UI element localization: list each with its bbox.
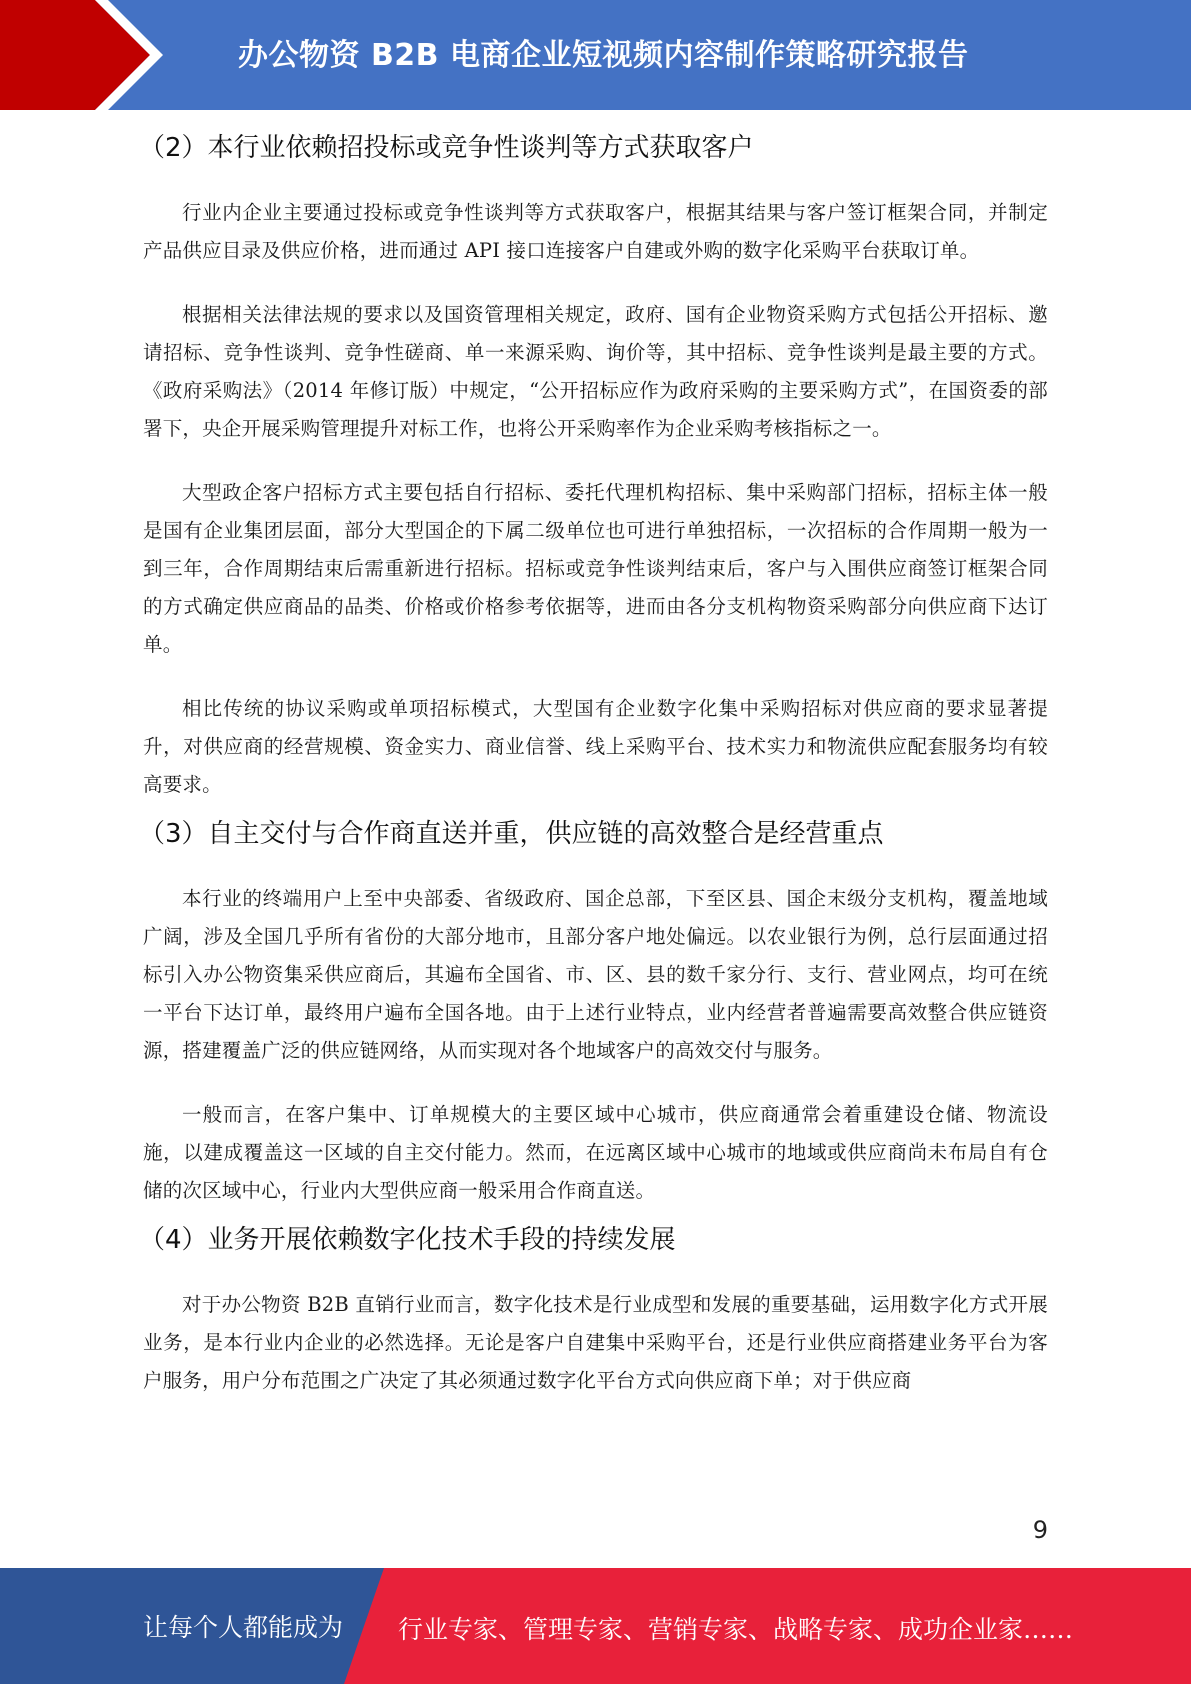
footer-slogan-right: 行业专家、管理专家、营销专家、战略专家、成功企业家…… <box>398 1615 1074 1644</box>
section-2 <box>139 128 1048 804</box>
section-heading: （2）本行业依赖招投标或竞争性谈判等方式获取客户 <box>139 133 754 163</box>
paragraph: 根据相关法律法规的要求以及国资管理相关规定，政府、国有企业物资采购方式包括公开招标、邀请招标、竞争性谈判、竞争性磋商、单一来源采购、询价等，其中招标、竞争性谈判是最主要的方式。《政府采购法》（2014 年修订版）中规定，“公开招标应作为政府采购的主要采购方式”，在国资委的部署下，央企开展采购管理提升对标工作，也将公开采购率作为企业采购考核指标之一。 <box>143 303 1048 440</box>
section-heading: （4）业务开展依赖数字化技术手段的持续发展 <box>139 1225 676 1255</box>
paragraph: 行业内企业主要通过投标或竞争性谈判等方式获取客户，根据其结果与客户签订框架合同，并制定产品供应目录及供应价格，进而通过 API 接口连接客户自建或外购的数字化采购平台获取订单。 <box>143 201 1048 262</box>
report-title: 办公物资 B2B 电商企业短视频内容制作策略研究报告 <box>238 38 969 73</box>
section-3 <box>139 814 1048 1210</box>
document-body <box>139 128 1048 1426</box>
paragraph: 相比传统的协议采购或单项招标模式，大型国有企业数字化集中采购招标对供应商的要求显著提升，对供应商的经营规模、资金实力、商业信誉、线上采购平台、技术实力和物流供应配套服务均有较高要求。 <box>143 697 1048 796</box>
paragraph: 一般而言，在客户集中、订单规模大的主要区域中心城市，供应商通常会着重建设仓储、物流设施，以建成覆盖这一区域的自主交付能力。然而，在远离区域中心城市的地域或供应商尚未布局自有仓储的次区域中心，行业内大型供应商一般采用合作商直送。 <box>143 1103 1048 1202</box>
paragraph: 大型政企客户招标方式主要包括自行招标、委托代理机构招标、集中采购部门招标，招标主体一般是国有企业集团层面，部分大型国企的下属二级单位也可进行单独招标，一次招标的合作周期一般为一到三年，合作周期结束后需重新进行招标。招标或竞争性谈判结束后，客户与入围供应商签订框架合同的方式确定供应商品的品类、价格或价格参考依据等，进而由各分支机构物资采购部分向供应商下达订单。 <box>143 481 1048 656</box>
page-footer <box>0 1568 1191 1684</box>
footer-slogan-left: 让每个人都能成为 <box>143 1613 344 1642</box>
section-4 <box>139 1220 1048 1400</box>
page-number: 9 <box>1032 1516 1048 1544</box>
paragraph: 对于办公物资 B2B 直销行业而言，数字化技术是行业成型和发展的重要基础，运用数字化方式开展业务，是本行业内企业的必然选择。无论是客户自建集中采购平台，还是行业供应商搭建业务平台为客户服务，用户分布范围之广决定了其必须通过数字化平台方式向供应商下单；对于供应商 <box>143 1293 1048 1392</box>
page-header <box>0 0 1191 110</box>
paragraph: 本行业的终端用户上至中央部委、省级政府、国企总部，下至区县、国企末级分支机构，覆盖地域广阔，涉及全国几乎所有省份的大部分地市，且部分客户地处偏远。以农业银行为例，总行层面通过招标引入办公物资集采供应商后，其遍布全国省、市、区、县的数千家分行、支行、营业网点，均可在统一平台下达订单，最终用户遍布全国各地。由于上述行业特点，业内经营者普遍需要高效整合供应链资源，搭建覆盖广泛的供应链网络，从而实现对各个地域客户的高效交付与服务。 <box>143 887 1048 1062</box>
section-heading: （3）自主交付与合作商直送并重，供应链的高效整合是经营重点 <box>139 819 884 849</box>
